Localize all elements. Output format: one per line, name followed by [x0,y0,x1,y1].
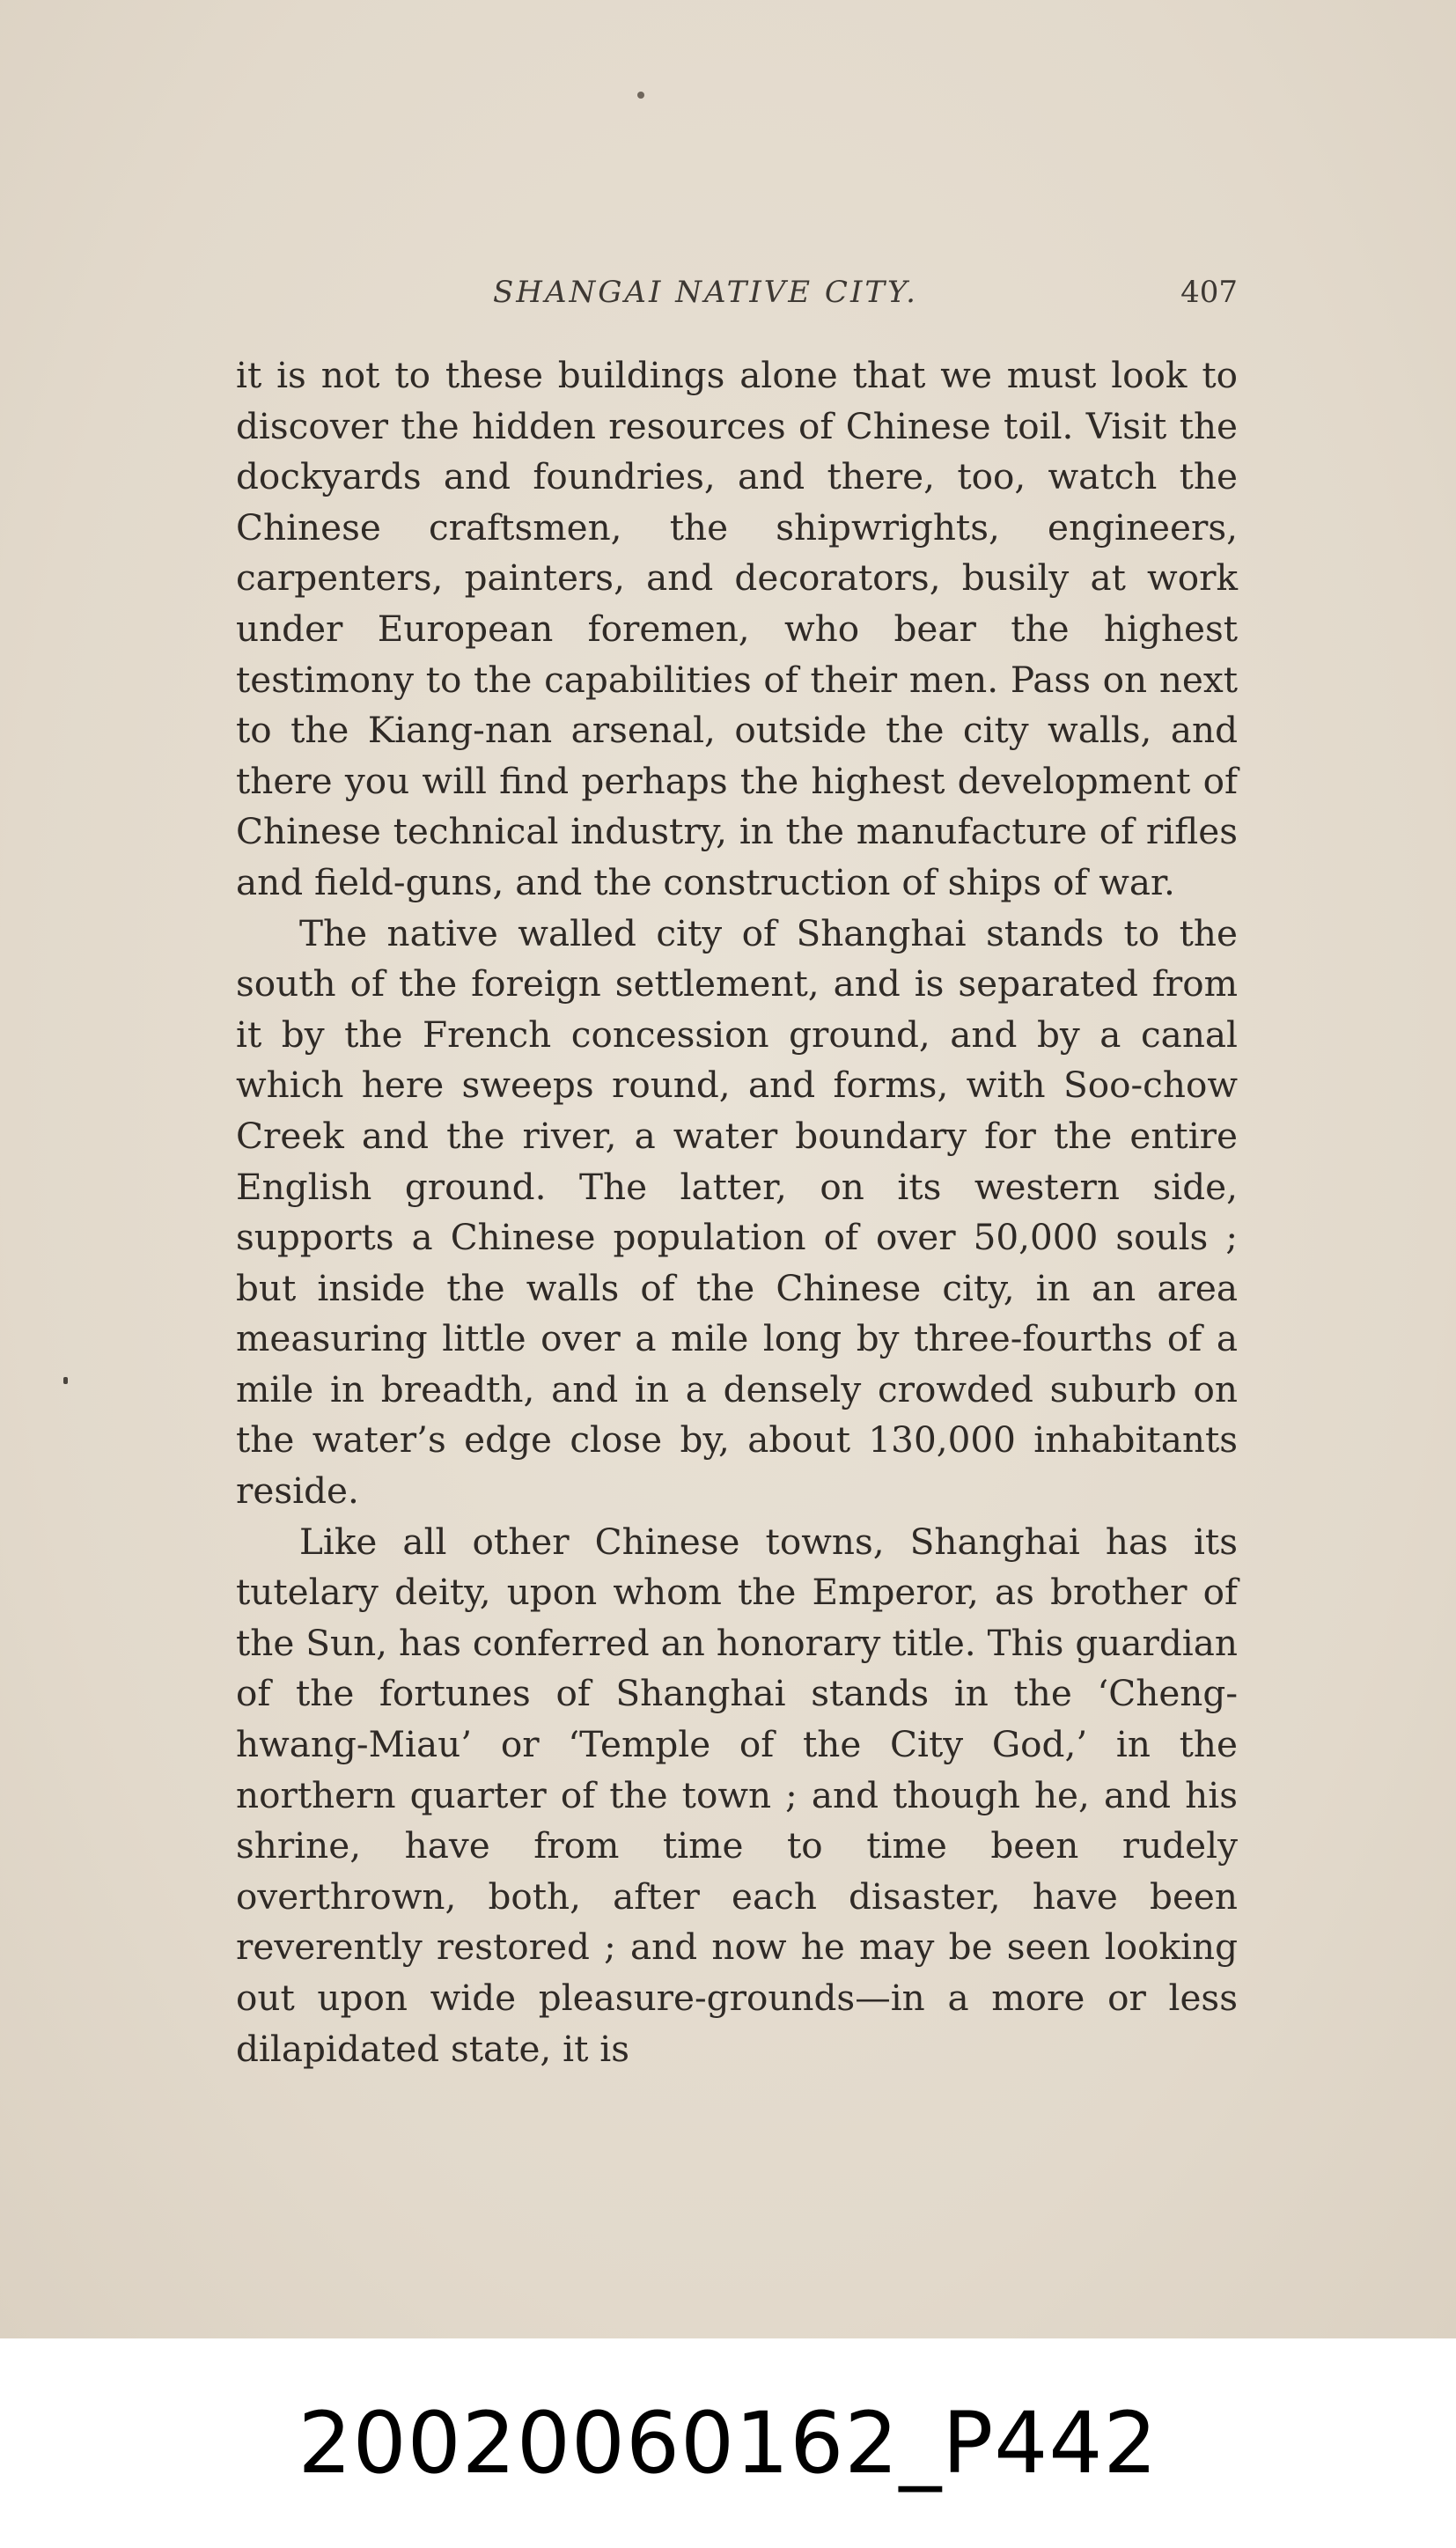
page-number: 407 [1180,275,1238,310]
image-caption-bar [0,2338,1456,2548]
margin-speck [63,1377,68,1384]
paragraph-2: The native walled city of Shanghai stands to the south of the foreign settlement, and is separated from it by the French concession ground, and by a canal which here sweeps round, and forms, with Soo-chow Creek and the river, a water boundary for the entire English ground. The latter, on its western side, supports a Chinese population of over 50,000 souls ; but inside the walls of the Chinese city, in an area measuring little over a mile long by three-fourths of a mile in breadth, and in a densely crowded suburb on the water’s edge close by, about 130,000 inhabitants reside. [236,911,1238,1513]
body-text [236,350,1238,2074]
paragraph-3: Like all other Chinese towns, Shanghai has its tutelary deity, upon whom the Emperor, as brother of the Sun, has conferred an honorary title. This guardian of the fortunes of Shanghai stands in the ‘Cheng-hwang-Miau’ or ‘Temple of the City God,’ in the northern quarter of the town ; and though he, and his shrine, have from time to time been rudely overthrown, both, after each disaster, have been reverently restored ; and now he may be seen looking out upon wide pleasure-grounds—in a more or less dilapidated state, it is [236,1520,1238,2070]
paragraph-1: it is not to these buildings alone that we must look to discover the hidden resources of Chinese toil. Visit the dockyards and foundries, and there, too, watch the Chinese craftsmen, the shipwrights, engineers, carpenters, painters, and decorators, busily at work under European foremen, who bear the highest testimony to the capabilities of their men. Pass on next to the Kiang-nan arsenal, outside the city walls, and there you will find perhaps the highest development of Chinese technical industry, in the manufacture of rifles and field-guns, and the construction of ships of war. [236,354,1238,903]
ink-dot [637,92,644,99]
image-identifier: 20020060162_P442 [298,2394,1158,2493]
page-header [236,275,1238,319]
running-title: SHANGAI NATIVE CITY. [493,275,918,310]
